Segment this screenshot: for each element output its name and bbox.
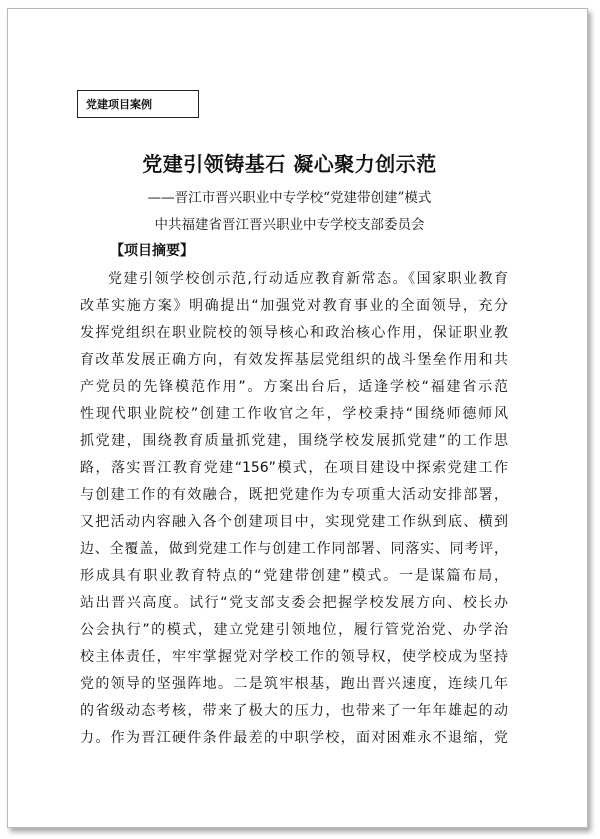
paragraph-line: 党的领导的坚强阵地。二是筑牢根基，跑出晋兴速度，连续几年 — [80, 676, 508, 692]
abstract-paragraph — [80, 266, 508, 752]
document-title: 党建引领铸基石 凝心聚力创示范 — [142, 152, 437, 176]
paragraph-line: 与创建工作的有效融合，既把党建作为专项重大活动安排部署， — [80, 487, 508, 503]
paragraph-line: 党建引领学校创示范,行动适应教育新常态。《国家职业教育 — [108, 271, 508, 287]
paragraph-line: 力。作为晋江硬件条件最差的中职学校，面对困难永不退缩，党 — [80, 730, 508, 746]
paragraph-line: 公会执行”的模式，建立党建引领地位，履行管党治党、办学治 — [80, 622, 508, 638]
paragraph-line: 又把活动内容融入各个创建项目中，实现党建工作纵到底、横到 — [80, 514, 508, 530]
paragraph-line: 站出晋兴高度。试行“党支部支委会把握学校发展方向、校长办 — [80, 595, 508, 611]
paragraph-line: 抓党建，围绕教育质量抓党建，围绕学校发展抓党建”的工作思 — [80, 433, 508, 449]
paragraph-line: 改革实施方案》明确提出“加强党对教育事业的全面领导，充分 — [80, 298, 508, 314]
paragraph-line: 形成具有职业教育特点的“党建带创建”模式。一是谋篇布局， — [80, 568, 508, 584]
paragraph-line: 性现代职业院校”创建工作收官之年，学校秉持“围绕师德师风 — [80, 406, 508, 422]
paragraph-line: 产党员的先锋模范作用”。方案出台后，适逢学校“福建省示范 — [80, 379, 508, 395]
paragraph-line: 的省级动态考核，带来了极大的压力，也带来了一年年雄起的动 — [80, 703, 508, 719]
paragraph-line: 路，落实晋江教育党建“156”模式，在项目建设中探索党建工作 — [80, 460, 508, 476]
paragraph-line: 校主体责任，牢牢掌握党对学校工作的领导权，使学校成为坚持 — [80, 649, 508, 665]
paragraph-line: 发挥党组织在职业院校的领导核心和政治核心作用，保证职业教 — [80, 325, 508, 341]
case-tag-label: 党建项目案例 — [86, 98, 152, 111]
paragraph-line: 育改革发展正确方向，有效发挥基层党组织的战斗堡垒作用和共 — [80, 352, 508, 368]
document-subtitle: ——晋江市晋兴职业中专学校“党建带创建”模式 — [147, 190, 432, 206]
paragraph-line: 边、全覆盖，做到党建工作与创建工作同部署、同落实、同考评， — [80, 541, 508, 557]
organization-name: 中共福建省晋江晋兴职业中专学校支部委员会 — [154, 217, 425, 233]
case-tag-box — [77, 90, 199, 118]
section-heading: 【项目摘要】 — [110, 243, 194, 259]
